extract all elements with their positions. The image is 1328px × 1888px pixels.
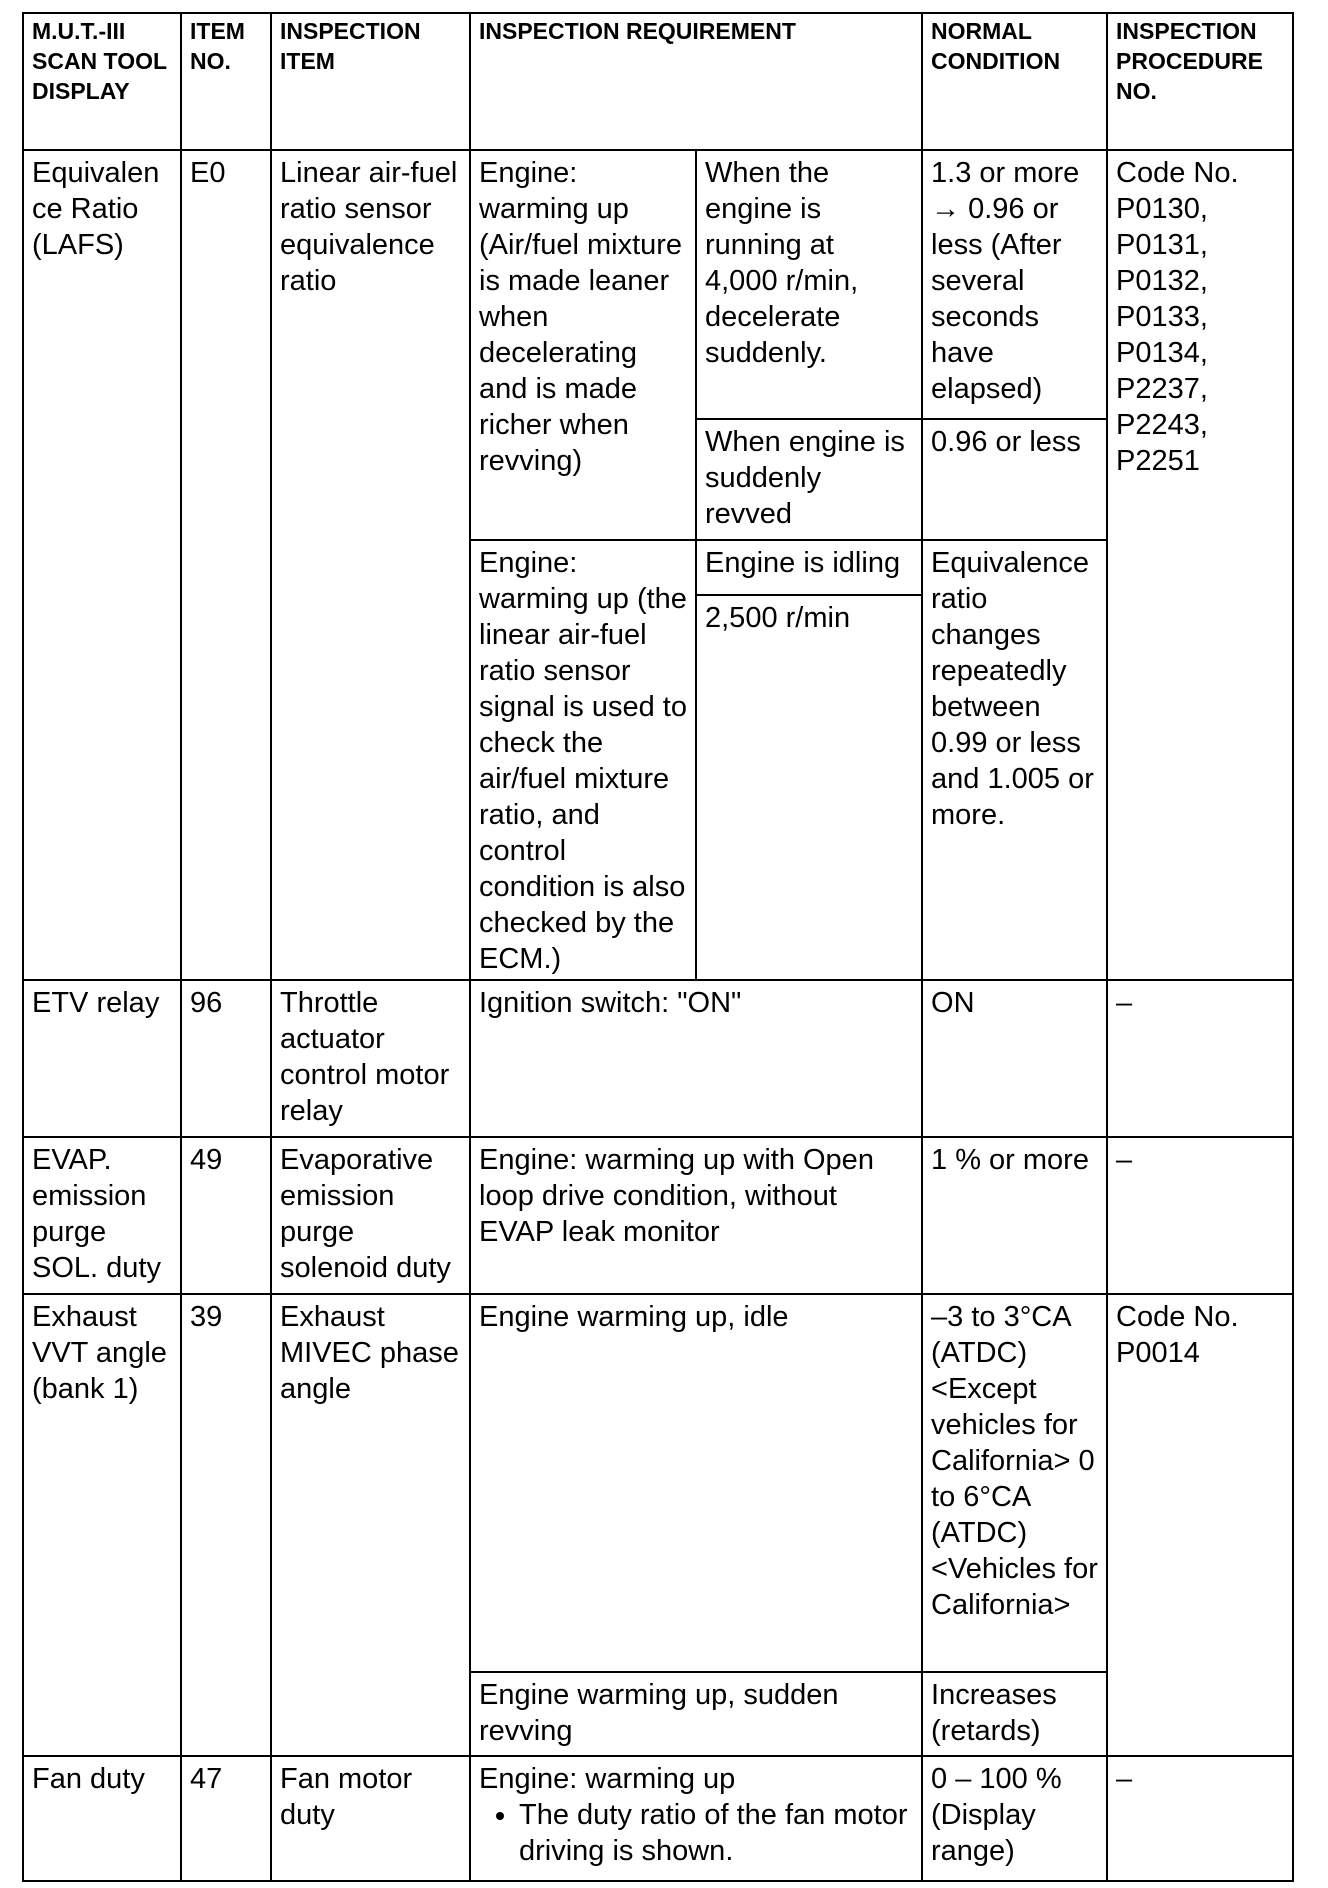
sub-requirement-cell: When engine is suddenly revved — [696, 419, 922, 540]
item-cell: Linear air-fuel ratio sensor equivalence ratio — [271, 150, 470, 980]
item-no-cell: E0 — [181, 150, 271, 980]
display-cell: Equivalence Ratio (LAFS) — [23, 150, 181, 980]
header-display: M.U.T.-III SCAN TOOL DISPLAY — [23, 13, 181, 150]
list-item: • The duty ratio of the fan motor driving is shown. — [519, 1797, 913, 1869]
procedure-cell: – — [1107, 980, 1293, 1137]
normal-cell: Equivalence ratio changes repeatedly between 0.99 or less and 1.005 or more. — [922, 540, 1107, 980]
display-cell: Fan duty — [23, 1756, 181, 1881]
normal-cell: 1.3 or more → 0.96 or less (After several seconds have elapsed) — [922, 150, 1107, 419]
item-cell: Evaporative emission purge solenoid duty — [271, 1137, 470, 1294]
normal-cell: ON — [922, 980, 1107, 1137]
normal-cell: 0 – 100 % (Display range) — [922, 1756, 1107, 1881]
requirement-cell: Ignition switch: "ON" — [470, 980, 922, 1137]
requirement-cell: Engine warming up, idle — [470, 1294, 922, 1672]
inspection-table — [22, 12, 1294, 1882]
sub-requirement-cell: Engine is idling — [696, 540, 922, 595]
header-row — [23, 13, 1293, 150]
requirement-cell: Engine: warming up (Air/fuel mixture is made leaner when decelerating and is made richer when revving) — [470, 150, 696, 540]
requirement-cell: Engine: warming up with Open loop drive condition, without EVAP leak monitor — [470, 1137, 922, 1294]
item-cell: Throttle actuator control motor relay — [271, 980, 470, 1137]
table-row — [23, 1137, 1293, 1294]
item-no-cell: 49 — [181, 1137, 271, 1294]
sub-requirement-cell: 2,500 r/min — [696, 595, 922, 981]
item-no-cell: 96 — [181, 980, 271, 1137]
table-row — [23, 1294, 1293, 1672]
procedure-cell: Code No. P0130, P0131, P0132, P0133, P0134, P2237, P2243, P2251 — [1107, 150, 1293, 980]
item-cell: Fan motor duty — [271, 1756, 470, 1881]
item-cell: Exhaust MIVEC phase angle — [271, 1294, 470, 1756]
normal-cell: 1 % or more — [922, 1137, 1107, 1294]
item-no-cell: 47 — [181, 1756, 271, 1881]
procedure-cell: – — [1107, 1756, 1293, 1881]
normal-cell: –3 to 3°CA (ATDC) <Except vehicles for California> 0 to 6°CA (ATDC) <Vehicles for California> — [922, 1294, 1107, 1672]
sub-requirement-cell: When the engine is running at 4,000 r/min, decelerate suddenly. — [696, 150, 922, 419]
normal-cell: Increases (retards) — [922, 1672, 1107, 1756]
header-requirement: INSPECTION REQUIREMENT — [470, 13, 922, 150]
table-row — [23, 980, 1293, 1137]
requirement-bullet-list — [479, 1797, 913, 1869]
requirement-cell — [470, 1756, 922, 1881]
display-cell: Exhaust VVT angle (bank 1) — [23, 1294, 181, 1756]
requirement-text: Engine: warming up — [479, 1763, 736, 1796]
display-cell: ETV relay — [23, 980, 181, 1137]
item-no-cell: 39 — [181, 1294, 271, 1756]
header-inspection-item: INSPECTION ITEM — [271, 13, 470, 150]
normal-cell: 0.96 or less — [922, 419, 1107, 540]
header-normal-condition: NORMAL CONDITION — [922, 13, 1107, 150]
requirement-cell: Engine warming up, sudden revving — [470, 1672, 922, 1756]
procedure-cell: Code No. P0014 — [1107, 1294, 1293, 1756]
procedure-cell: – — [1107, 1137, 1293, 1294]
display-cell: EVAP. emission purge SOL. duty — [23, 1137, 181, 1294]
table-row — [23, 150, 1293, 419]
requirement-cell: Engine: warming up (the linear air-fuel ratio sensor signal is used to check the air/fuel mixture ratio, and control condition is also checked by the ECM.) — [470, 540, 696, 980]
header-procedure-no: INSPECTION PROCEDURE NO. — [1107, 13, 1293, 150]
table-row — [23, 1756, 1293, 1881]
header-item-no: ITEM NO. — [181, 13, 271, 150]
